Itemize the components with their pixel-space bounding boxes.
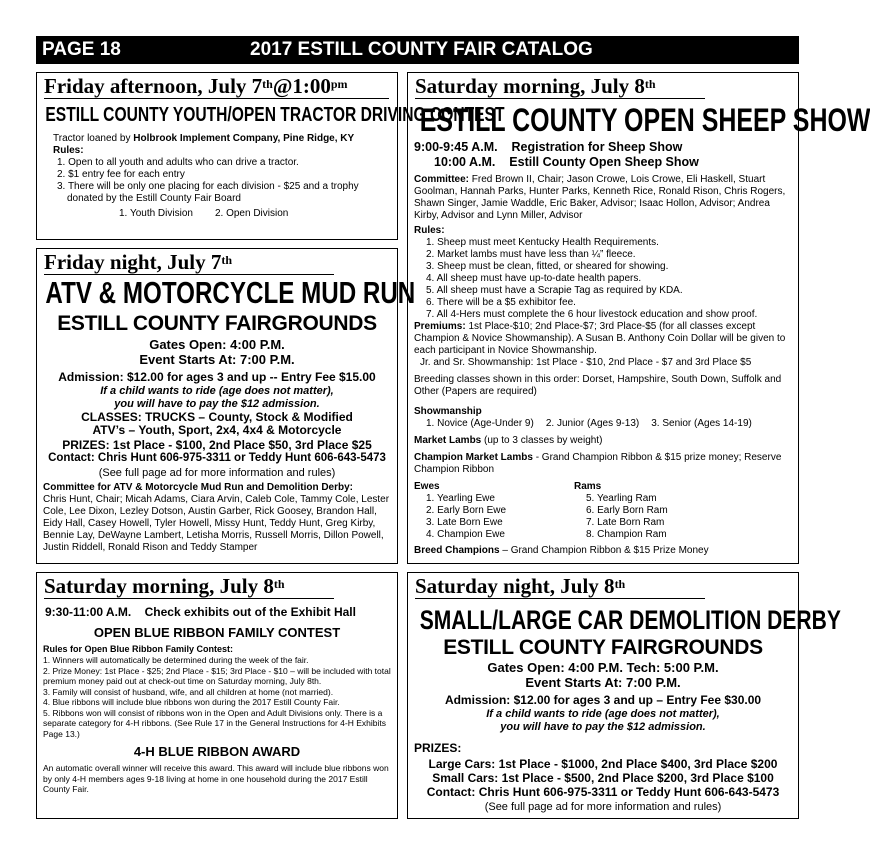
section-heading: Friday afternoon, July $7th@1:00^{pm}$ xyxy=(44,74,348,98)
gates-open: Gates Open: 4:00 P.M. xyxy=(149,337,285,352)
see-ad-note: (See full page ad for more information and rules) xyxy=(98,467,336,479)
rules-label: Rules: xyxy=(414,225,445,236)
section-heading: Saturday night, July 8th xyxy=(415,574,626,598)
heading-rule xyxy=(44,98,389,99)
rule-item: 2. Prize Money: 1st Place - $25; 2nd Place - $15; 3rd Place - $10 – will be included with total premium money paid out at check-out time on Saturday morning, July 8th. xyxy=(43,665,391,686)
rule-item: 3. There will be only one placing for each division - $25 and a trophy xyxy=(57,181,359,192)
committee-label: Committee for ATV & Motorcycle Mud Run and Demolition Derby: xyxy=(43,482,354,493)
classes: CLASSES: TRUCKS – County, Stock & Modified xyxy=(81,410,353,424)
loaned-by-text: Tractor loaned by Holbrook Implement Company, Pine Ridge, KY xyxy=(53,133,355,144)
showmanship-class: 2. Junior (Ages 9-13) xyxy=(545,418,640,429)
event-starts: Event Starts At: 7:00 P.M. xyxy=(139,352,295,367)
event-title: ESTILL COUNTY OPEN SHEEP SHOW xyxy=(419,102,870,138)
blue-ribbon-box xyxy=(36,572,398,819)
child-note: If a child wants to ride (age does not matter), xyxy=(486,708,720,720)
page-header-bar xyxy=(36,36,799,64)
mud-run-box xyxy=(36,248,416,564)
division-item: 2. Open Division xyxy=(214,208,289,219)
sheep-show-box xyxy=(407,72,870,564)
rule-item: donated by the Estill County Fair Board xyxy=(67,193,241,204)
classes: ATV’s – Youth, Sport, 2x4, 4x4 & Motorcycle xyxy=(92,423,342,437)
rule-item: 2. Market lambs must have less than ¼” fleece. xyxy=(426,249,636,260)
ram-class: 6. Early Born Ram xyxy=(586,505,668,516)
event-title: ATV & MOTORCYCLE MUD RUN xyxy=(45,275,416,310)
contact: Contact: Chris Hunt 606-975-3311 or Teddy Hunt 606-643-5473 xyxy=(48,452,386,464)
rules-label: Rules for Open Blue Ribbon Family Contest: xyxy=(43,644,234,654)
rule-item: 1. Sheep must meet Kentucky Health Requirements. xyxy=(426,237,659,248)
award-title: 4-H BLUE RIBBON AWARD xyxy=(133,744,301,759)
page-number: PAGE 18 xyxy=(42,39,121,60)
committee-text: Committee: Fred Brown II, Chair; Jason Crowe, Lois Crowe, Eli Haskell, Stuart Goolman, Hannah Parks, Hunter Parks, Kenneth Rice, Ronald Rison, Chris Rogers, Shawn Singer, Jamie Waddle, Eric Baker, Advisor; Isaac Hollon, Advisor; Andrea Kirby, Advisor and Lynn Miller, Advisor xyxy=(414,174,786,221)
rule-item: 5. All sheep must have a Scrapie Tag as required by KDA. xyxy=(426,285,683,296)
showmanship-label: Showmanship xyxy=(414,406,482,417)
rules-list xyxy=(57,157,397,205)
catalog-title: 2017 ESTILL COUNTY FAIR CATALOG xyxy=(250,39,593,60)
ewe-class: 1. Yearling Ewe xyxy=(426,493,495,504)
heading-rule xyxy=(415,598,705,599)
child-note: you will have to pay the $12 admission. xyxy=(500,721,706,733)
schedule-line: 10:00 A.M. Estill County Open Sheep Show xyxy=(434,155,699,169)
schedule-line: 9:00-9:45 A.M. Registration for Sheep Show xyxy=(414,140,683,154)
breeding-order: Breeding classes shown in this order: Dorset, Hampshire, South Down, Suffolk and Other (Papers are required) xyxy=(414,374,782,397)
ewes-column xyxy=(414,481,574,541)
prizes: PRIZES: 1st Place - $100, 2nd Place $50, 3rd Place $25 xyxy=(62,438,372,452)
premiums-text: Premiums: 1st Place-$10; 2nd Place-$7; 3rd Place-$5 (for all classes except Champion & Novice Showmanship). A Susan B. Anthony Coin Dollar will be given to each participant in Novice Showmanship. xyxy=(414,321,786,356)
ewes-label: Ewes xyxy=(414,481,440,492)
admission: Admission: $12.00 for ages 3 and up -- Entry Fee $15.00 xyxy=(58,370,376,384)
rule-item: 4. Blue ribbons will include blue ribbons won during the 2017 Estill County Fair. xyxy=(43,697,340,707)
ewes-rams-columns xyxy=(414,481,792,541)
section-heading: Friday night, July 7th xyxy=(44,250,233,274)
admission: Admission: $12.00 for ages 3 and up – Entry Fee $30.00 xyxy=(444,693,762,707)
rules-label: Rules: xyxy=(53,145,84,156)
schedule-line: 9:30-11:00 A.M. Check exhibits out of the Exhibit Hall xyxy=(45,605,356,619)
prizes-label: PRIZES: xyxy=(414,741,462,755)
rule-item: 5. Ribbons won will consist of ribbons won in the Open and Adult Divisions only. There is a separate category for 4-H ribbons. (See Rule 17 in the General Instructions for 4-H Exhibits Page 13.) xyxy=(43,707,387,739)
rules-list xyxy=(43,655,391,739)
award-text: An automatic overall winner will receive this award. This award will include blue ribbons won by only 4-H members ages 9-18 living at home in one household during the 2017 Estill County Fair. xyxy=(43,763,389,794)
rams-column xyxy=(574,481,668,541)
ram-class: 5. Yearling Ram xyxy=(586,493,657,504)
section-heading: Saturday morning, July 8th xyxy=(44,574,285,598)
ram-class: 8. Champion Ram xyxy=(586,529,667,540)
rule-item: 3. Family will consist of husband, wife, and all children at home (not married). xyxy=(43,686,334,697)
ram-class: 7. Late Born Ram xyxy=(586,517,665,528)
child-note: If a child wants to ride (age does not matter), xyxy=(100,385,334,397)
demolition-derby-box xyxy=(407,572,841,819)
venue: ESTILL COUNTY FAIRGROUNDS xyxy=(443,636,763,659)
ewe-class: 3. Late Born Ewe xyxy=(426,517,503,528)
large-car-prizes: Large Cars: 1st Place - $1000, 2nd Place $400, 3rd Place $200 xyxy=(428,757,778,771)
event-starts: Event Starts At: 7:00 P.M. xyxy=(525,675,681,690)
event-title: ESTILL COUNTY YOUTH/OPEN TRACTOR DRIVING CONTEST xyxy=(45,104,505,126)
showmanship-premiums: Jr. and Sr. Showmanship: 1st Place - $10, 2nd Place - $7 and 3rd Place $5 xyxy=(420,357,752,368)
breed-champions-line: Breed Champions – Grand Champion Ribbon & $15 Prize Money xyxy=(414,545,709,556)
ewe-class: 4. Champion Ewe xyxy=(426,529,505,540)
heading-rule xyxy=(44,598,334,599)
showmanship-class: 1. Novice (Age-Under 9) xyxy=(426,418,534,429)
contest-title: OPEN BLUE RIBBON FAMILY CONTEST xyxy=(93,625,341,640)
contact: Contact: Chris Hunt 606-975-3311 or Teddy Hunt 606-643-5473 xyxy=(426,785,780,799)
rule-item: 2. $1 entry fee for each entry xyxy=(57,169,185,180)
showmanship-class: 3. Senior (Ages 14-19) xyxy=(651,418,752,429)
child-note: you will have to pay the $12 admission. xyxy=(114,398,320,410)
champion-market-line: Champion Market Lambs - Grand Champion Ribbon & $15 prize money; Reserve Champion Ribbon xyxy=(414,452,782,475)
rule-item: 3. Sheep must be clean, fitted, or sheared for showing. xyxy=(426,261,669,272)
tractor-contest-box xyxy=(36,72,505,240)
division-item: 1. Youth Division xyxy=(119,208,193,219)
division-list xyxy=(119,208,397,220)
gates-open: Gates Open: 4:00 P.M. Tech: 5:00 P.M. xyxy=(487,660,719,675)
ewe-classes xyxy=(426,493,574,541)
heading-rule xyxy=(415,98,705,99)
small-car-prizes: Small Cars: 1st Place - $500, 2nd Place $200, 3rd Place $100 xyxy=(432,771,774,785)
ewe-class: 2. Early Born Ewe xyxy=(426,505,507,516)
rule-item: 1. Winners will automatically be determined during the week of the fair. xyxy=(43,655,309,665)
market-lambs-line: Market Lambs (up to 3 classes by weight) xyxy=(414,435,603,446)
rule-item: 7. All 4-Hers must complete the 6 hour livestock education and show proof. xyxy=(426,309,758,320)
section-heading: Saturday morning, July 8th xyxy=(415,74,656,98)
showmanship-classes xyxy=(426,418,798,430)
rule-item: 4. All sheep must have up-to-date health papers. xyxy=(426,273,642,284)
ram-classes xyxy=(586,493,668,541)
rule-item: 1. Open to all youth and adults who can drive a tractor. xyxy=(57,157,299,168)
rule-item: 6. There will be a $5 exhibitor fee. xyxy=(426,297,576,308)
committee-members: Chris Hunt, Chair; Micah Adams, Ciara Arvin, Caleb Cole, Tammy Cole, Lester Cole, Lee Dixon, Lezley Dotson, Austin Garber, Rick Goosey, Brandon Hall, Eidy Hall, Casey Howell, Tyler Howell, Missy Hunt, Teddy Hunt, Greg Kirby, Bennie Lay, DeWayne Lambert, Letisha Morris, Russell Morris, Dillon Powell, Justin Riddell, Ronald Rison and Teddy Stamper xyxy=(43,494,390,553)
event-title: SMALL/LARGE CAR DEMOLITION DERBY xyxy=(419,605,841,635)
rules-list xyxy=(426,237,798,321)
venue: ESTILL COUNTY FAIRGROUNDS xyxy=(57,312,377,335)
rams-label: Rams xyxy=(574,481,602,492)
see-ad-note: (See full page ad for more information and rules) xyxy=(484,801,722,813)
